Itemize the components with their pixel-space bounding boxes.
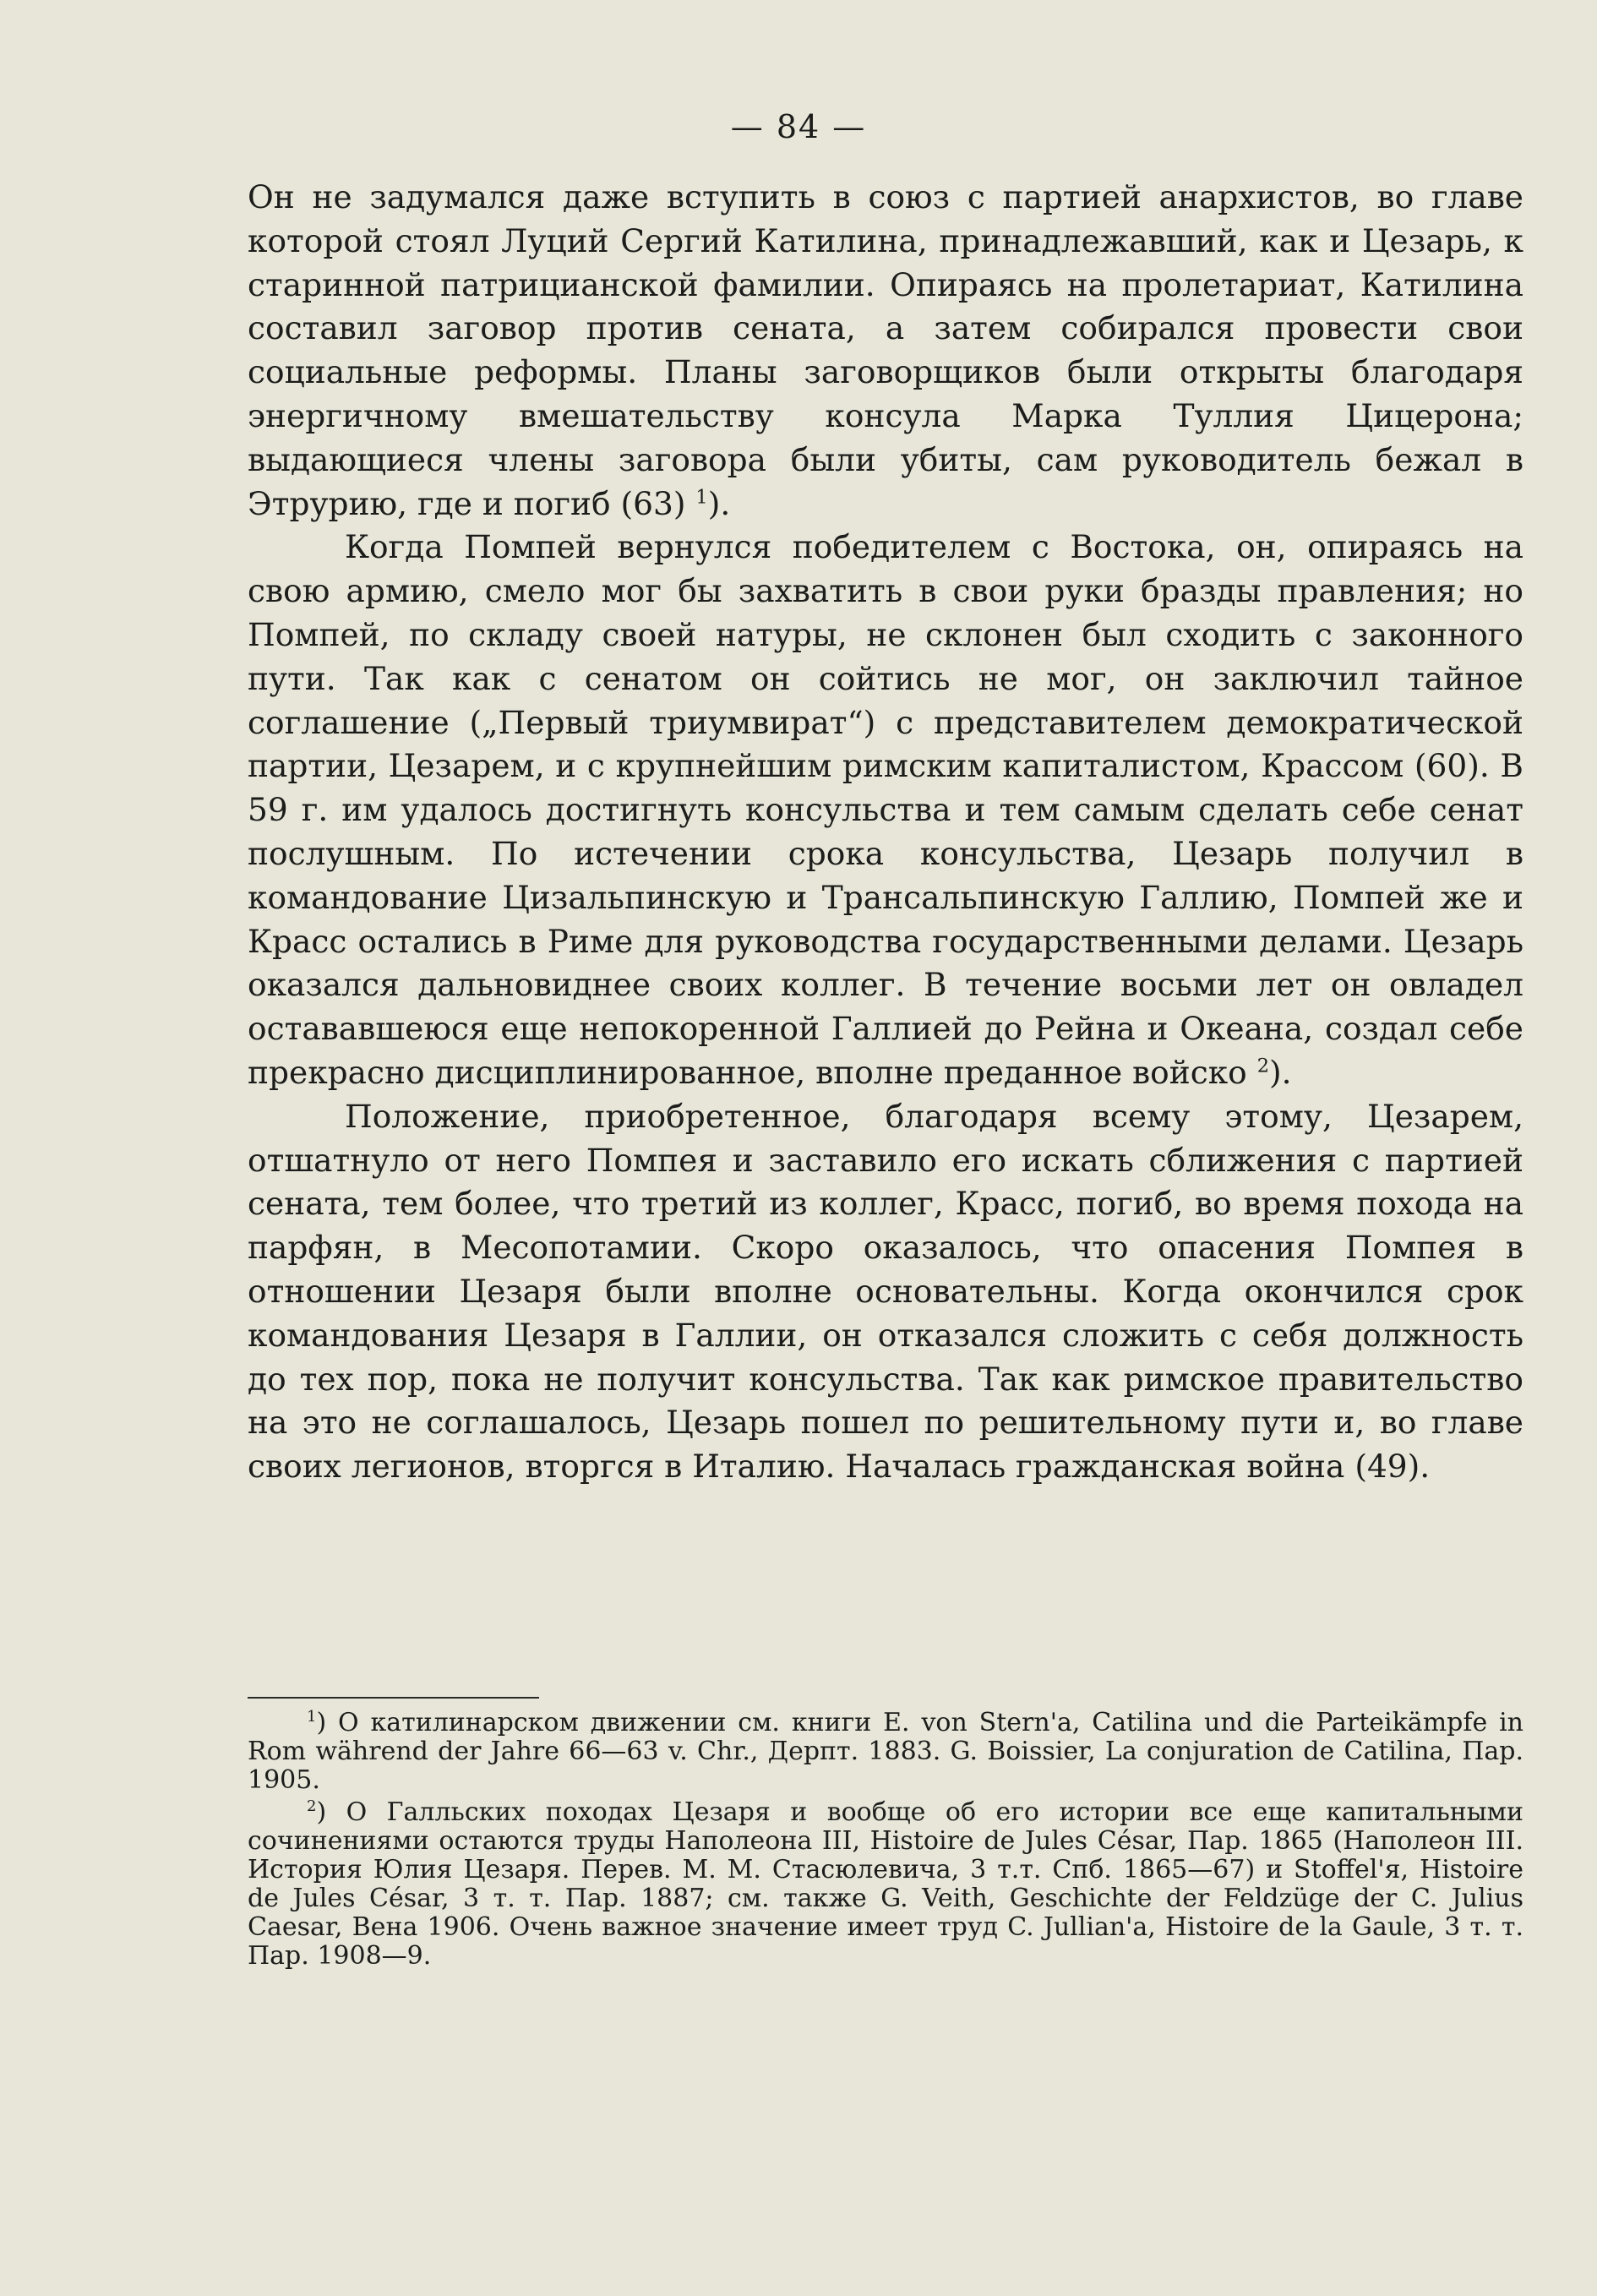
footnotes <box>248 1709 1523 1974</box>
page-number: — 84 — <box>730 108 867 145</box>
paragraph-1-text: Он не задумался даже вступить в союз с партией анархистов, во главе которой стоял Луций Сергий Катилина, принадлежавший, как и Цезарь, к старинной патрицианской фамилии. Опираясь на пролетариат, Катилина составил заговор против сената, а затем собирался провести свои социальные реформы. Планы заговорщиков были открыты благодаря энергичному вмешательству консула Марка Туллия Цицерона; выдающиеся члены заговора были убиты, сам руководитель бежал в Этрурию, где и погиб (63) <box>248 178 1523 522</box>
footnote-1: $^1$) О катилинарском движении см. книги E. von Stern'a, Catilina und die Parteikämpfe in Rom während der Jahre 66—63 v. Chr., Дерпт. 1883. G. Boissier, La conjuration de Catilina, Пар. 1905. <box>248 1708 1523 1795</box>
footnote-1-mark: 1 <box>307 1708 317 1726</box>
footnote-ref-1-tail: ). <box>707 484 731 522</box>
footnote-2: $^2$) О Галльских походах Цезаря и вообще об его истории все еще капитальными сочинениями остаются труды Наполеона III, Histoire de Jules César, Пар. 1865 (Наполеон III. История Юлия Цезаря. Перев. М. М. Стасюлевича, 3 т.т. Спб. 1865—67) и Stoffel'я, Histoire de Jules César, 3 т. т. Пар. 1887; см. также G. Veith, Geschichte der Feldzüge der C. Julius Caesar, Вена 1906. Очень важное значение имеет труд C. Jullian'a, Histoire de la Gaule, 3 т. т. Пар. 1908—9. <box>248 1797 1523 1971</box>
footnote-ref-2: 2 <box>1256 1055 1270 1077</box>
footnote-1-text: О катилинарском движении см. книги E. von Stern'a, Catilina und die Parteikämpfe in Rom während der Jahre 66—63 v. Chr., Дерпт. 1883. G. Boissier, La conjuration de Catilina, Пар. 1905. <box>248 1708 1523 1795</box>
footnote-2-mark: 2 <box>307 1797 317 1815</box>
paragraph-2 <box>248 526 1523 1094</box>
main-text <box>248 176 1523 1489</box>
footnote-divider <box>248 1697 539 1699</box>
footnote-2-text: О Галльских походах Цезаря и вообще об его истории все еще капитальными сочинениями остаются труды Наполеона III, Histoire de Jules César, Пар. 1865 (Наполеон III. История Юлия Цезаря. Перев. М. М. Стасюлевича, 3 т.т. Спб. 1865—67) и Stoffel'я, Histoire de Jules César, 3 т. т. Пар. 1887; см. также G. Veith, Geschichte der Feldzüge der C. Julius Caesar, Вена 1906. Очень важное значение имеет труд C. Jullian'a, Histoire de la Gaule, 3 т. т. Пар. 1908—9. <box>248 1797 1523 1971</box>
footnote-ref-2-tail: ). <box>1269 1053 1292 1091</box>
paragraph-2-text: Когда Помпей вернулся победителем с Востока, он, опираясь на свою армию, смело мог бы захватить в свои руки бразды правления; но Помпей, по складу своей натуры, не склонен был сходить с законного пути. Так как с сенатом он сойтись не мог, он заключил тайное соглашение („Первый триумвират“) с представителем демократической партии, Цезарем, и с крупнейшим римским капиталистом, Крассом (60). В 59 г. им удалось достигнуть консульства и тем самым сделать себе сенат послушным. По истечении срока консульства, Цезарь получил в командование Цизальпинскую и Трансальпинскую Галлию, Помпей же и Красс остались в Риме для руководства государственными делами. Цезарь оказался дальновиднее своих коллег. В течение восьми лет он овладел остававшеюся еще непокоренной Галлией до Рейна и Океана, создал себе прекрасно дисциплинированное, вполне преданное войско <box>248 528 1523 1091</box>
footnote-ref-1: 1 <box>695 486 708 509</box>
paragraph-1 <box>248 176 1523 526</box>
paragraph-3: Положение, приобретенное, благодаря всему этому, Цезарем, отшатнуло от него Помпея и заставило его искать сближения с партией сената, тем более, что третий из коллег, Красс, погиб, во время похода на парфян, в Месопотамии. Скоро оказалось, что опасения Помпея в отношении Цезаря были вполне основательны. Когда окончился срок командования Цезаря в Галлии, он отказался сложить с себя должность до тех пор, пока не получит консульства. Так как римское правительство на это не соглашалось, Цезарь пошел по решительному пути и, во главе своих легионов, вторгся в Италию. Началась гражданская война (49). <box>248 1097 1523 1486</box>
